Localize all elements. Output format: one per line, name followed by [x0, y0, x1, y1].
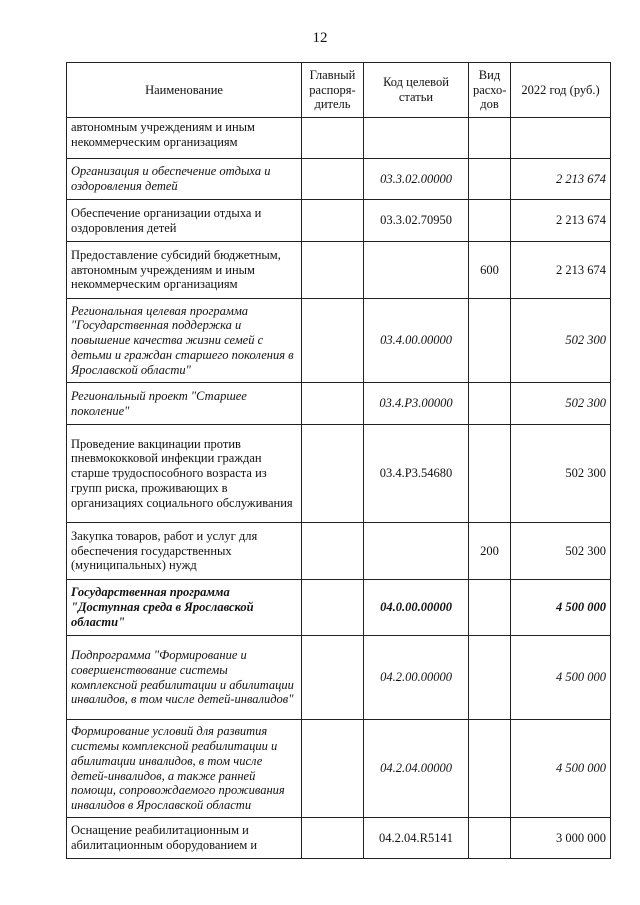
table-row	[67, 159, 611, 200]
cell-code: 03.3.02.70950	[364, 200, 469, 242]
cell-kind	[469, 118, 511, 159]
cell-name: автономным учреждениям и иным некоммерческим организациям	[67, 118, 302, 159]
cell-code	[364, 118, 469, 159]
cell-code: 03.3.02.00000	[364, 159, 469, 200]
cell-code	[364, 242, 469, 299]
cell-name: Обеспечение организации отдыха и оздоровления детей	[67, 200, 302, 242]
cell-admin	[302, 299, 364, 383]
table-row	[67, 118, 611, 159]
table-row	[67, 200, 611, 242]
header-code: Код целевой статьи	[364, 63, 469, 118]
table-row	[67, 242, 611, 299]
cell-kind	[469, 299, 511, 383]
cell-kind	[469, 818, 511, 859]
cell-code	[364, 523, 469, 580]
cell-kind	[469, 580, 511, 636]
cell-name: Оснащение реабилитационным и абилитационным оборудованием и	[67, 818, 302, 859]
cell-code: 03.4.00.00000	[364, 299, 469, 383]
cell-code: 04.2.04.00000	[364, 720, 469, 818]
cell-name: Формирование условий для развития системы комплексной реабилитации и абилитации инвалидов, в том числе детей-инвалидов, а также ранней помощи, сопровождаемого проживания инвалидов в Ярославской области	[67, 720, 302, 818]
table-header-row	[67, 63, 611, 118]
cell-sum: 2 213 674	[511, 159, 611, 200]
cell-sum: 502 300	[511, 383, 611, 425]
cell-sum	[511, 118, 611, 159]
cell-kind	[469, 425, 511, 523]
table-row	[67, 818, 611, 859]
cell-admin	[302, 636, 364, 720]
cell-kind	[469, 159, 511, 200]
cell-admin	[302, 818, 364, 859]
cell-name: Организация и обеспечение отдыха и оздоровления детей	[67, 159, 302, 200]
cell-admin	[302, 425, 364, 523]
cell-kind	[469, 383, 511, 425]
cell-kind: 200	[469, 523, 511, 580]
cell-name: Региональная целевая программа "Государственная поддержка и повышение качества жизни семей с детьми и граждан старшего поколения в Ярославской области"	[67, 299, 302, 383]
cell-code: 04.2.04.R5141	[364, 818, 469, 859]
cell-code: 04.2.00.00000	[364, 636, 469, 720]
cell-admin	[302, 383, 364, 425]
cell-code: 03.4.P3.00000	[364, 383, 469, 425]
cell-kind: 600	[469, 242, 511, 299]
table-row	[67, 580, 611, 636]
cell-admin	[302, 720, 364, 818]
cell-admin	[302, 159, 364, 200]
cell-admin	[302, 523, 364, 580]
table-row	[67, 636, 611, 720]
cell-admin	[302, 118, 364, 159]
cell-sum: 4 500 000	[511, 636, 611, 720]
cell-sum: 502 300	[511, 425, 611, 523]
table-row	[67, 383, 611, 425]
page-number: 12	[312, 30, 328, 46]
cell-sum: 4 500 000	[511, 720, 611, 818]
cell-name: Закупка товаров, работ и услуг для обеспечения государственных (муниципальных) нужд	[67, 523, 302, 580]
cell-kind	[469, 200, 511, 242]
cell-admin	[302, 200, 364, 242]
cell-admin	[302, 242, 364, 299]
table-row	[67, 299, 611, 383]
cell-admin	[302, 580, 364, 636]
cell-sum: 2 213 674	[511, 200, 611, 242]
cell-name: Предоставление субсидий бюджетным, автономным учреждениям и иным некоммерческим организациям	[67, 242, 302, 299]
cell-sum: 2 213 674	[511, 242, 611, 299]
cell-code: 04.0.00.00000	[364, 580, 469, 636]
cell-sum: 502 300	[511, 523, 611, 580]
cell-kind	[469, 720, 511, 818]
cell-name: Государственная программа "Доступная среда в Ярославской области"	[67, 580, 302, 636]
header-sum: 2022 год (руб.)	[511, 63, 611, 118]
budget-table	[66, 62, 611, 859]
header-name: Наименование	[67, 63, 302, 118]
cell-code: 03.4.P3.54680	[364, 425, 469, 523]
cell-sum: 3 000 000	[511, 818, 611, 859]
table-row	[67, 523, 611, 580]
cell-name: Региональный проект "Старшее поколение"	[67, 383, 302, 425]
table-row	[67, 425, 611, 523]
table-row	[67, 720, 611, 818]
cell-name: Подпрограмма "Формирование и совершенствование системы комплексной реабилитации и абилитации инвалидов, в том числе детей-инвалидов"	[67, 636, 302, 720]
cell-name: Проведение вакцинации против пневмококковой инфекции граждан старше трудоспособного возраста из групп риска, проживающих в организациях социального обслуживания	[67, 425, 302, 523]
header-admin: Главный распоря-дитель	[302, 63, 364, 118]
cell-sum: 502 300	[511, 299, 611, 383]
cell-sum: 4 500 000	[511, 580, 611, 636]
cell-kind	[469, 636, 511, 720]
header-kind: Вид расхо-дов	[469, 63, 511, 118]
